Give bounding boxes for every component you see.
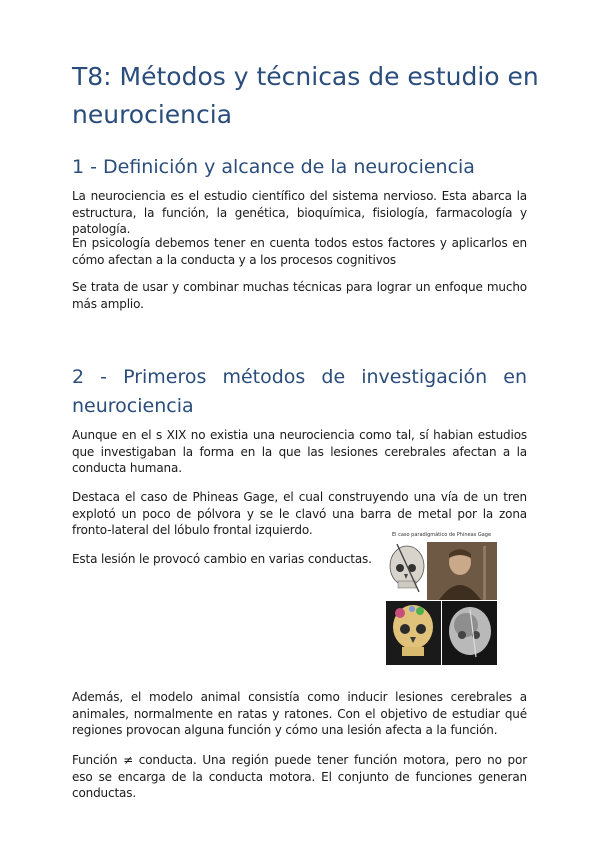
page-title: T8: Métodos y técnicas de estudio en neurociencia <box>72 62 539 129</box>
section-2-paragraph-2: Destaca el caso de Phineas Gage, el cual construyendo una vía de un tren explotó un poco de pólvora y se le clavó una barra de metal por la zona fronto-lateral del lóbulo frontal izquierdo. <box>72 490 527 537</box>
section-2-heading-line-2: neurociencia <box>72 395 194 417</box>
section-1-heading: 1 - Definición y alcance de la neurociencia <box>72 156 475 178</box>
section-1-paragraph-1: La neurociencia es el estudio científico del sistema nervioso. Esta abarca la estructura, la función, la genética, bioquímica, fisiología, farmacología y patología. <box>72 189 527 236</box>
portrait-photo <box>427 542 497 600</box>
3d-skull-colored <box>386 601 441 665</box>
section-2-paragraph-4: Además, el modelo animal consistía como inducir lesiones cerebrales a animales, normalmente en ratas y ratones. Con el objetivo de estudiar qué regiones provocan alguna función y cómo una lesión afecta a la función. <box>72 690 527 737</box>
section-2-heading <box>72 363 527 421</box>
section-2-paragraph-3: Esta lesión le provocó cambio en varias conductas. <box>72 552 372 566</box>
section-2-paragraph-5: Función ≠ conducta. Una región puede tener función motora, pero no por eso se encarga de la conducta motora. El conjunto de funciones generan conductas. <box>72 753 527 800</box>
section-2-heading-line-1: 2 - Primeros métodos de investigación en <box>72 366 527 388</box>
3d-skull-gray <box>442 601 497 665</box>
phineas-gage-figure <box>385 530 498 666</box>
section-2-paragraph-1: Aunque en el s XIX no existia una neurociencia como tal, sí habian estudios que investigaban la forma en la que las lesiones cerebrales afectan a la conducta humana. <box>72 428 527 475</box>
section-1-paragraph-2: En psicología debemos tener en cuenta todos estos factores y aplicarlos en cómo afectan a la conducta y a los procesos cognitivos <box>72 236 527 267</box>
section-1-paragraph-3: Se trata de usar y combinar muchas técnicas para lograr un enfoque mucho más amplio. <box>72 280 527 311</box>
figure-caption: El caso paradigmático de Phineas Gage <box>391 532 492 538</box>
phineas-gage-illustration <box>385 530 498 666</box>
skull-drawing <box>390 544 424 592</box>
